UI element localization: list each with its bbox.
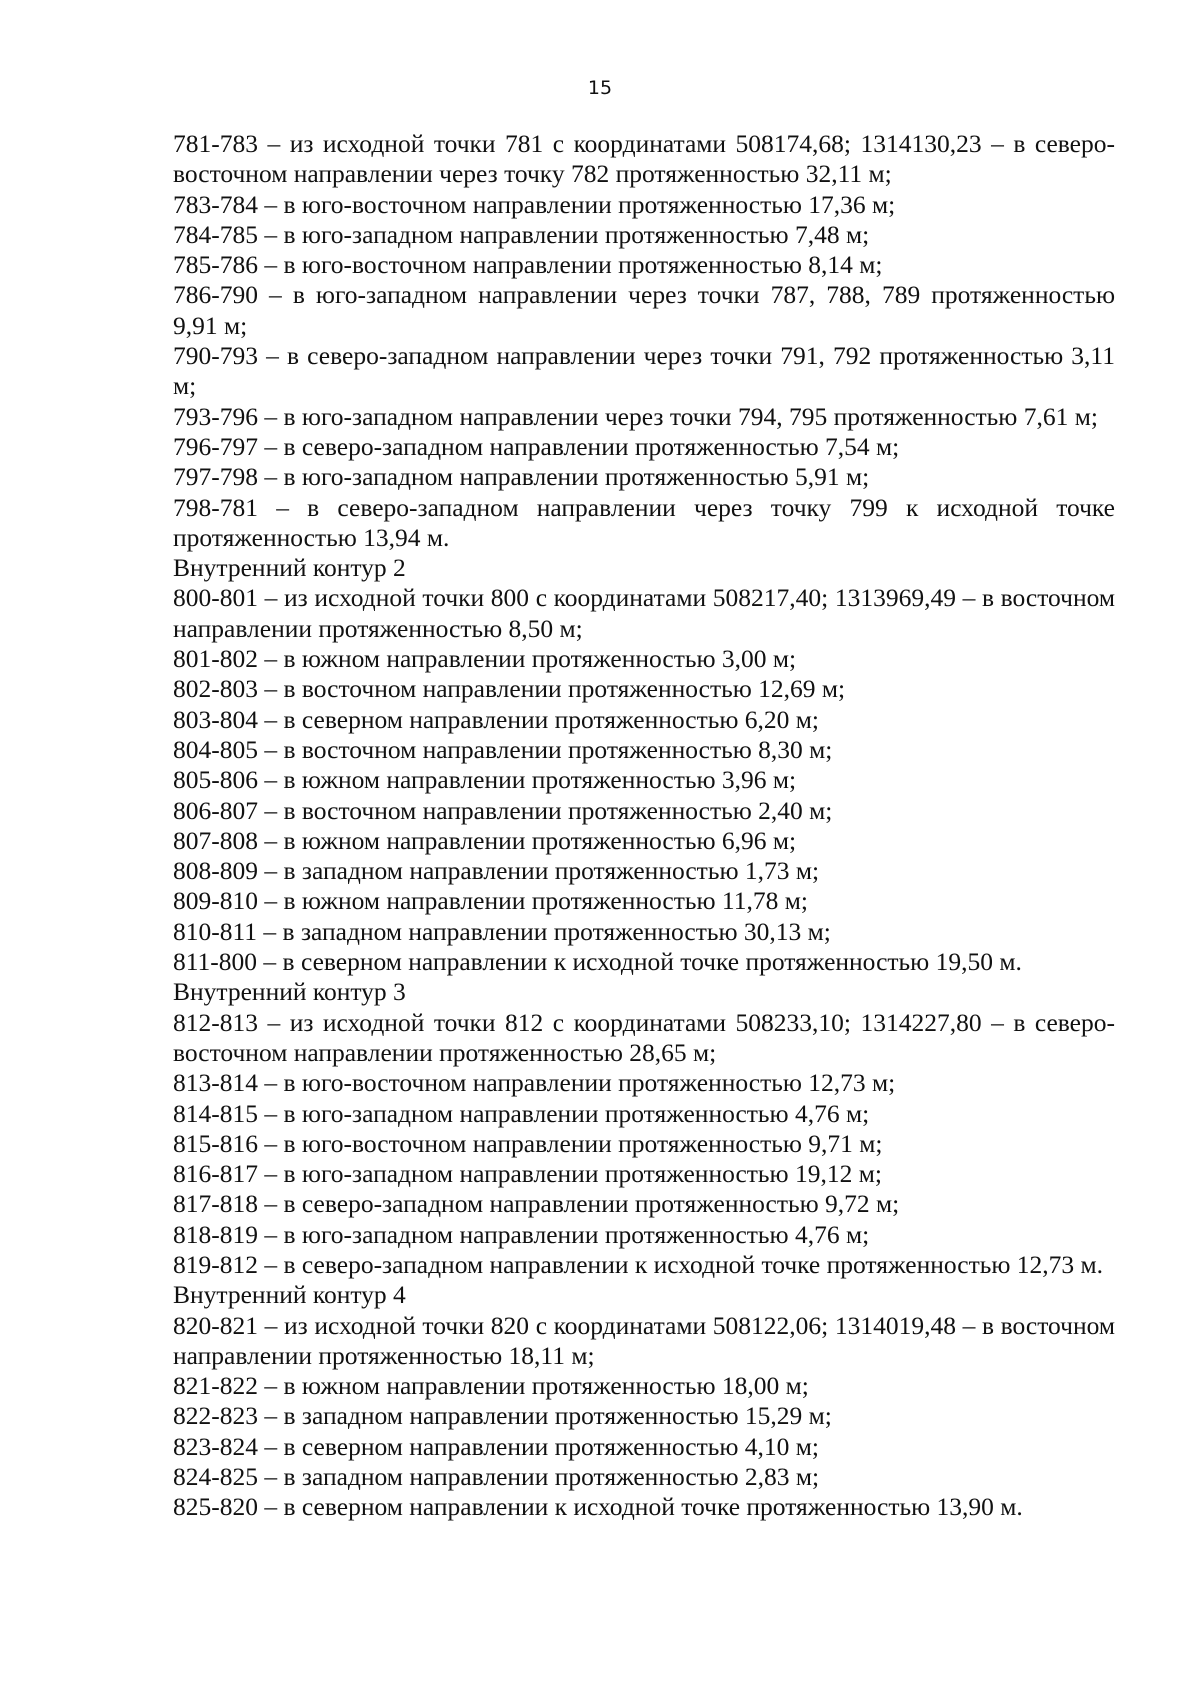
boundary-segment: 811-800 – в северном направлении к исходной точке протяженностью 19,50 м. (173, 947, 1022, 977)
boundary-segment: 800-801 – из исходной точки 800 с координатами 508217,40; 1313969,49 – в восточном направлении протяженностью 8,50 м; (173, 583, 1115, 643)
boundary-segment: 798-781 – в северо-западном направлении через точку 799 к исходной точке протяженностью 13,94 м. (173, 492, 1115, 552)
boundary-segment: 825-820 – в северном направлении к исходной точке протяженностью 13,90 м. (173, 1492, 1023, 1522)
boundary-segment: 804-805 – в восточном направлении протяженностью 8,30 м; (173, 734, 833, 764)
boundary-segment: 813-814 – в юго-восточном направлении протяженностью 12,73 м; (173, 1068, 896, 1098)
boundary-segment: 824-825 – в западном направлении протяженностью 2,83 м; (173, 1462, 820, 1492)
boundary-segment: 819-812 – в северо-западном направлении к исходной точке протяженностью 12,73 м. (173, 1249, 1104, 1279)
contour-heading: Внутренний контур 4 (173, 1280, 406, 1310)
boundary-segment: 802-803 – в восточном направлении протяженностью 12,69 м; (173, 674, 846, 704)
boundary-segment: 785-786 – в юго-восточном направлении протяженностью 8,14 м; (173, 250, 883, 280)
boundary-segment: 812-813 – из исходной точки 812 с координатами 508233,10; 1314227,80 – в северо-восточном направлении протяженностью 28,65 м; (173, 1007, 1115, 1067)
boundary-segment: 809-810 – в южном направлении протяженностью 11,78 м; (173, 886, 808, 916)
boundary-segment: 803-804 – в северном направлении протяженностью 6,20 м; (173, 704, 820, 734)
boundary-segment: 815-816 – в юго-восточном направлении протяженностью 9,71 м; (173, 1128, 883, 1158)
boundary-segment: 814-815 – в юго-западном направлении протяженностью 4,76 м; (173, 1098, 870, 1128)
contour-heading: Внутренний контур 2 (173, 553, 406, 583)
boundary-segment: 820-821 – из исходной точки 820 с координатами 508122,06; 1314019,48 – в восточном направлении протяженностью 18,11 м; (173, 1310, 1115, 1370)
boundary-segment: 808-809 – в западном направлении протяженностью 1,73 м; (173, 856, 820, 886)
boundary-segment: 816-817 – в юго-западном направлении протяженностью 19,12 м; (173, 1159, 882, 1189)
boundary-segment: 810-811 – в западном направлении протяженностью 30,13 м; (173, 916, 831, 946)
boundary-segment: 806-807 – в восточном направлении протяженностью 2,40 м; (173, 795, 833, 825)
boundary-segment: 823-824 – в северном направлении протяженностью 4,10 м; (173, 1431, 820, 1461)
boundary-segment: 783-784 – в юго-восточном направлении протяженностью 17,36 м; (173, 189, 896, 219)
boundary-segment: 793-796 – в юго-западном направлении через точки 794, 795 протяженностью 7,61 м; (173, 401, 1098, 431)
boundary-segment: 817-818 – в северо-западном направлении протяженностью 9,72 м; (173, 1189, 900, 1219)
contour-heading: Внутренний контур 3 (173, 977, 406, 1007)
boundary-segment: 797-798 – в юго-западном направлении протяженностью 5,91 м; (173, 462, 870, 492)
boundary-segment: 790-793 – в северо-западном направлении через точки 791, 792 протяженностью 3,11 м; (173, 341, 1115, 401)
document-body (173, 129, 1115, 1523)
boundary-segment: 822-823 – в западном направлении протяженностью 15,29 м; (173, 1401, 832, 1431)
page-number: 15 (587, 77, 613, 99)
boundary-segment: 781-783 – из исходной точки 781 с координатами 508174,68; 1314130,23 – в северо-восточном направлении через точку 782 протяженностью 32,11 м; (173, 129, 1115, 189)
boundary-segment: 796-797 – в северо-западном направлении протяженностью 7,54 м; (173, 431, 900, 461)
boundary-segment: 807-808 – в южном направлении протяженностью 6,96 м; (173, 825, 797, 855)
boundary-segment: 818-819 – в юго-западном направлении протяженностью 4,76 м; (173, 1219, 870, 1249)
boundary-segment: 784-785 – в юго-западном направлении протяженностью 7,48 м; (173, 219, 870, 249)
boundary-segment: 786-790 – в юго-западном направлении через точки 787, 788, 789 протяженностью 9,91 м; (173, 280, 1115, 340)
boundary-segment: 801-802 – в южном направлении протяженностью 3,00 м; (173, 644, 797, 674)
boundary-segment: 805-806 – в южном направлении протяженностью 3,96 м; (173, 765, 797, 795)
boundary-segment: 821-822 – в южном направлении протяженностью 18,00 м; (173, 1371, 809, 1401)
